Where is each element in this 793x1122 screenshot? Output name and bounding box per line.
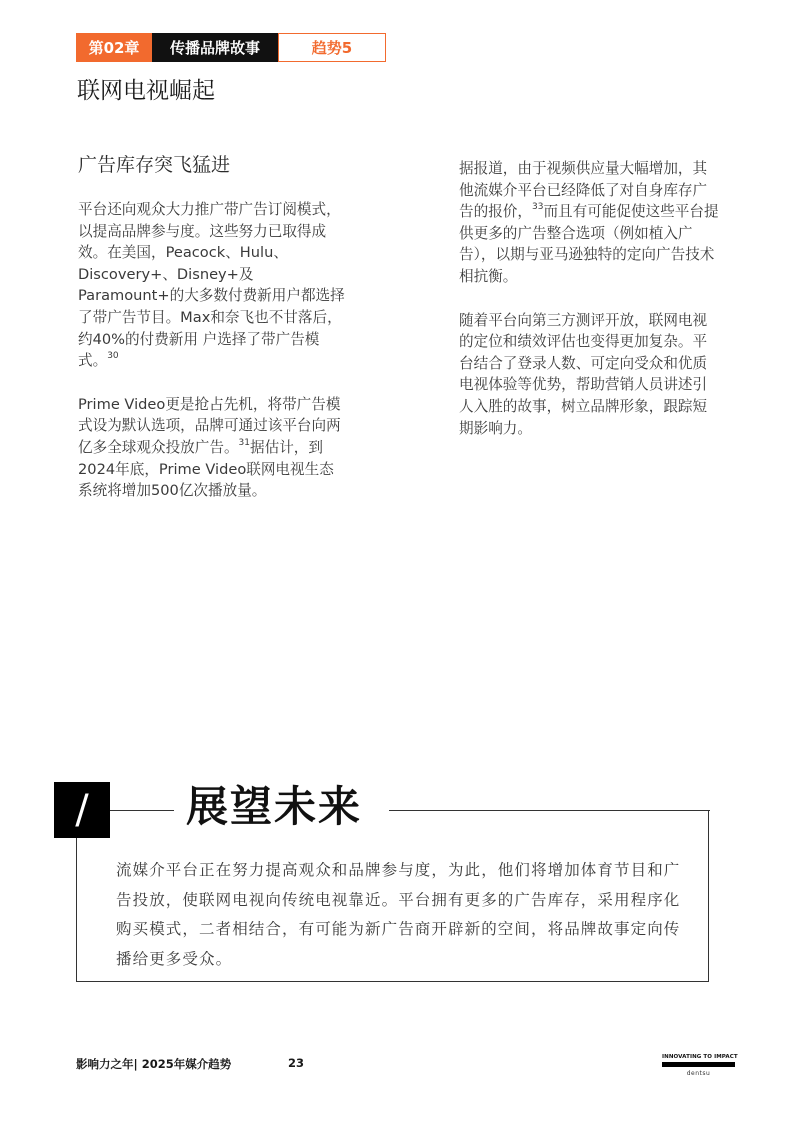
left-column — [78, 199, 346, 502]
section-label: 传播品牌故事 — [152, 33, 278, 62]
right-paragraph-2 — [459, 310, 721, 440]
dentsu-logo — [662, 1054, 738, 1077]
left-paragraph-1 — [78, 199, 346, 372]
outlook-slash-badge: / — [54, 782, 110, 838]
right-p1-text-b: 而且有可能促使这些平台提供更多的广告整合选项（例如植入广告），以期与亚马逊独特的定向广告技术相抗衡。 — [459, 203, 719, 285]
left-p1-text: 平台还向观众大力推广带广告订阅模式，以提高品牌参与度。这些努力已取得成效。在美国，Peacock、Hulu、Discovery+、Disney+及Paramount+的大多数付费新用户都选择了带广告节目。Max和奈飞也不甘落后，约40%的付费新用 户选择了带广告模式。 — [78, 201, 345, 370]
left-paragraph-2 — [78, 394, 346, 502]
right-paragraph-1 — [459, 158, 721, 288]
right-column — [459, 158, 721, 439]
left-p2-text-a: Prime Video更是抢占先机，将带广告模式设为默认选项，品牌可通过该平台向两亿多全球观众投放广告。 — [78, 395, 341, 456]
sub-heading: 广告库存突飞猛进 — [78, 154, 231, 176]
outlook-rule-left — [110, 810, 174, 811]
footnote-ref: 30 — [107, 351, 119, 362]
page-title: 联网电视崛起 — [77, 78, 215, 104]
chapter-header-bar — [76, 33, 386, 64]
chapter-label: 第02章 — [76, 33, 152, 62]
logo-bar — [662, 1062, 735, 1067]
logo-name: dentsu — [686, 1070, 711, 1077]
right-p2-text: 随着平台向第三方测评开放，联网电视的定位和绩效评估也变得更加复杂。平台结合了登录人数、可定向受众和优质电视体验等优势，帮助营销人员讲述引人入胜的故事，树立品牌形象，跟踪短期影响力。 — [459, 311, 708, 437]
right-p1-text-a: 据报道，由于视频供应量大幅增加，其他流媒介平台已经降低了对自身库存广告的报价， — [459, 160, 708, 221]
page-number: 23 — [288, 1056, 305, 1070]
footnote-ref: 31 — [238, 437, 250, 448]
outlook-body: 流媒介平台正在努力提高观众和品牌参与度，为此，他们将增加体育节目和广告投放，使联网电视向传统电视靠近。平台拥有更多的广告库存，采用程序化购买模式，二者相结合，有可能为新广告商开辟新的空间，将品牌故事定向传播给更多受众。 — [116, 861, 681, 968]
trend-label: 趋势5 — [278, 33, 386, 62]
logo-tagline: INNOVATING TO IMPACT — [662, 1054, 738, 1060]
outlook-title: 展望未来 — [186, 782, 363, 831]
footer-publication: 影响力之年| 2025年媒介趋势 — [76, 1057, 232, 1071]
outlook-rule-right — [389, 810, 710, 811]
left-p2-text-b: 据估计，到2024年底，Prime Video联网电视生态系统将增加500亿次播放量。 — [78, 438, 334, 500]
footnote-ref: 33 — [531, 202, 544, 213]
